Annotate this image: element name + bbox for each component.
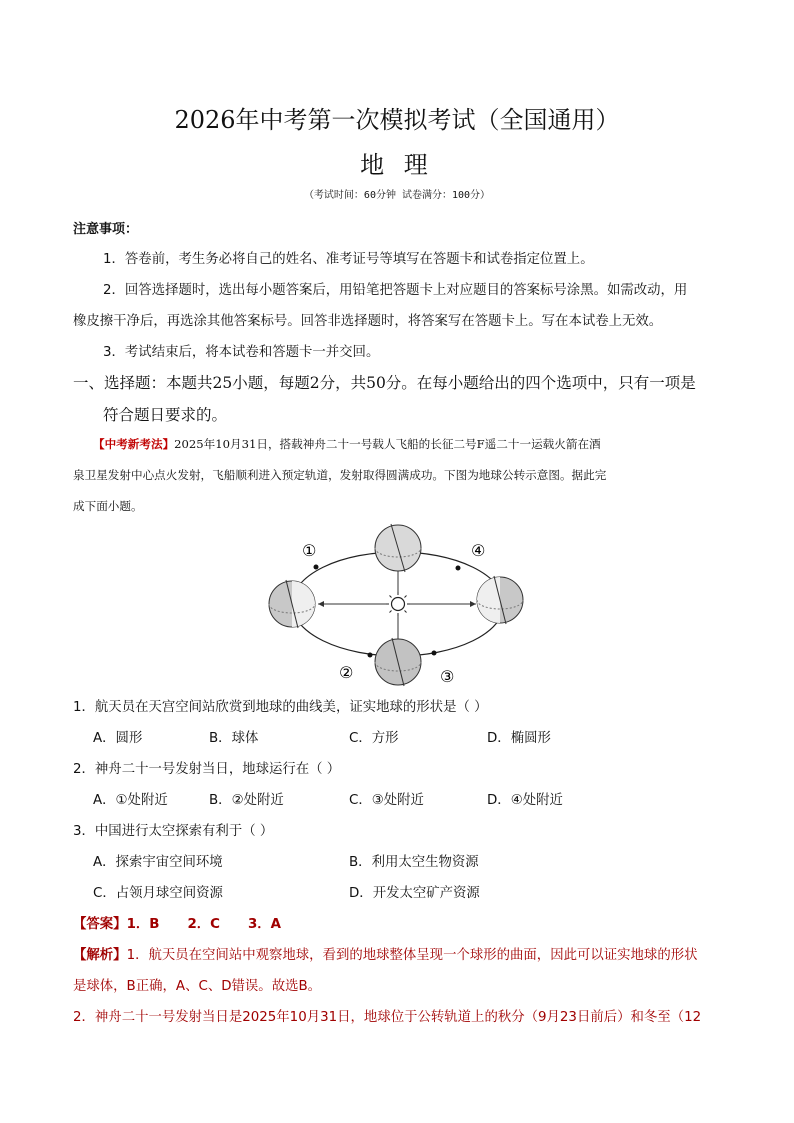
arrow-right [470,601,476,607]
q1-option-c: C．方形 [349,731,399,746]
notice-item-3: 3．考试结束后，将本试卷和答题卡一并交回。 [103,345,380,360]
position-dot-1 [314,565,319,570]
analysis-line-2: 是球体，B正确，A、C、D错误。故选B。 [73,979,322,994]
notice-item-2-cont: 橡皮擦干净后，再选涂其他答案标号。回答非选择题时，将答案写在答题卡上。写在本试卷上无效。 [73,314,663,329]
section-heading: 一、选择题：本题共25小题，每题2分，共50分。在每小题给出的四个选项中，只有一项是 [73,374,696,392]
exam-info: （考试时间：60分钟 试卷满分：100分） [303,190,491,201]
notice-heading: 注意事项： [73,222,139,237]
analysis-tag: 【解析】 [73,948,127,963]
label-3: ③ [440,667,455,686]
material-line-3: 成下面小题。 [73,499,143,513]
label-2: ② [339,663,354,682]
answer-text: 1．B 2．C 3．A [126,917,282,932]
q1-option-b: B．球体 [209,731,259,746]
analysis-line-3: 2．神舟二十一号发射当日是2025年10月31日，地球位于公转轨道上的秋分（9月23日前后）和冬至（12 [73,1010,702,1025]
material-text-1: 2025年10月31日，搭载神舟二十一号载人飞船的长征二号F遥二十一运载火箭在酒 [174,437,601,451]
page-title: 2026年中考第一次模拟考试（全国通用） [174,106,620,134]
subject-title: 地 理 [360,151,434,179]
earth-bottom-icon [375,638,421,686]
arrow-left [318,601,324,607]
material-tag: 【中考新考法】 [93,437,175,451]
q3-option-a: A．探索宇宙空间环境 [93,855,223,870]
q2-option-b: B．②处附近 [209,793,284,808]
question-1-stem: 1．航天员在天宫空间站欣赏到地球的曲线美，证实地球的形状是（ ） [73,700,488,715]
question-2-stem: 2．神舟二十一号发射当日，地球运行在（ ） [73,762,341,777]
position-dot-2 [368,653,373,658]
q1-option-d: D．椭圆形 [487,731,551,746]
q1-option-a: A．圆形 [93,731,143,746]
q3-option-c: C．占领月球空间资源 [93,886,223,901]
analysis-text-1: 1．航天员在空间站中观察地球，看到的地球整体呈现一个球形的曲面，因此可以证实地球的形状 [126,948,698,963]
q3-option-d: D．开发太空矿产资源 [349,886,480,901]
answer-tag: 【答案】 [73,917,127,932]
position-dot-4 [456,566,461,571]
material-line-2: 泉卫星发射中心点火发射，飞船顺利进入预定轨道，发射取得圆满成功。下图为地球公转示意图。据此完 [73,468,607,482]
notice-item-1: 1．答卷前，考生务必将自己的姓名、准考证号等填写在答题卡和试卷指定位置上。 [103,252,594,267]
label-1: ① [302,541,317,560]
material-line-1 [93,436,601,452]
q2-option-a: A．①处附近 [93,793,168,808]
earth-right-icon [477,576,523,624]
label-4: ④ [471,541,486,560]
earth-top-icon [375,524,421,572]
question-3-stem: 3．中国进行太空探索有利于（ ） [73,824,274,839]
q2-option-c: C．③处附近 [349,793,424,808]
notice-item-2: 2．回答选择题时，选出每小题答案后，用铅笔把答题卡上对应题目的答案标号涂黑。如需改动，用 [103,283,688,298]
analysis-line-1 [73,944,698,963]
earth-left-icon [269,580,315,628]
q3-option-b: B．利用太空生物资源 [349,855,479,870]
earth-revolution-diagram [262,520,534,688]
sun-icon [386,592,410,616]
q2-option-d: D．④处附近 [487,793,563,808]
section-heading-cont: 符合题日要求的。 [103,406,228,424]
answer-line [73,913,281,932]
position-dot-3 [432,651,437,656]
